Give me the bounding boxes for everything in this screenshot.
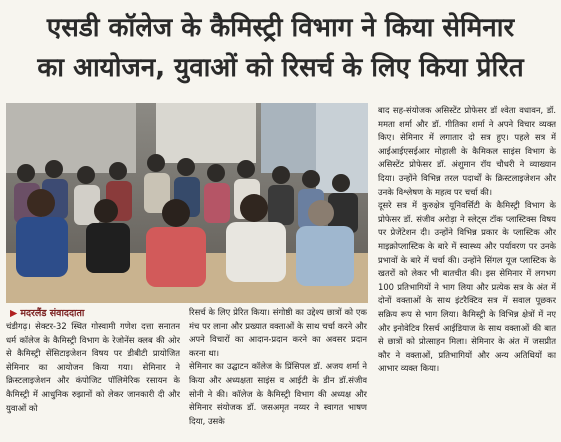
article-paragraph: चंडीगढ़। सेक्टर-32 स्थित गोस्वामी गणेश दत्ता सनातन धर्म कॉलेज के कैमिस्ट्री विभाग के रेजोनेंस क्लब की ओर से कैमिस्ट्री सेंसिटाइजेशन विषय पर डीबीटी प्रायोजित सेमिनार का आयोजन किया गया। सेमिनार ने क्रिस्टलाइजेशन और कंपोजिट पॉलिमेरिक रसायन के कैमिस्ट्री में आधुनिक रुझानों को लेकर जानकारी दी और युवाओं को (6, 321, 180, 413)
article-paragraph: दूसरे सत्र में कुरुक्षेत्र यूनिवर्सिटी के कैमिस्ट्री विभाग के प्रोफेसर डॉ. संजीव अरोड़ा ने स्लेट्स टॉक प्लास्टिक्स विषय पर प्रेजेंटेशन दी। उन्होंने विभिन्न प्रकार के प्लास्टिक और माइक्रोप्लास्टिक के बारे में स्वास्थ्य और पर्यावरण पर उनके प्रभावों के बारे में चर्चा की। उन्होंने सिंगल यूज प्लास्टिक के खतरों को लेकर भी बातचीत की। इस सेमिनार में लगभग 100 प्रतिभागियों ने भाग लिया और प्रत्येक सत्र के अंत में दोनों वक्ताओं के साथ इंटरैक्टिव सत्र में सवाल पूछकर सक्रिय रूप से भाग लिया। कैमिस्ट्री के विभिन्न क्षेत्रों में नए और इनोवेटिव रिसर्च आईडियाज के साथ वक्ताओं की बात से छात्रों को प्रोत्साहन मिला। सेमिनार के अंत में जसप्रीत कौर ने वक्ताओं, प्रतिभागियों और अन्य अतिथियों का आभार व्यक्त किया। (378, 200, 556, 374)
seminar-photo-illustration (6, 103, 368, 303)
article-column-1 (6, 320, 180, 438)
article-paragraph: बाद सह-संयोजक असिस्टेंट प्रोफेसर डॉ श्वेता वधावन, डॉ. ममता शर्मा और डॉ. गीतिका शर्मा ने अपने विचार व्यक्त किए। सेमिनार में लगातार दो सत्र हुए। पहले सत्र में आईआईएसईआर मोहाली के कैमिकल साइंस विभाग के असिस्टेंट प्रोफेसर डॉ. अंशुमान रॉय चौधरी ने व्याख्यान दिया। उन्होंने विभिन्न तरल पदार्थों के क्रिस्टलाइजेशन और उनके विश्लेषण के महत्व पर चर्चा की। (378, 105, 556, 197)
headline (0, 0, 561, 100)
headline-line-2: का आयोजन, युवाओं को रिसर्च के लिए किया प्रेरित (37, 53, 524, 83)
byline-bullet-icon: ▶ (10, 308, 18, 319)
seminar-photo (6, 103, 368, 303)
article-column-3 (378, 104, 556, 438)
article-paragraph: सेमिनार का उद्घाटन कॉलेज के प्रिंसिपल डॉ. अजय शर्मा ने किया और अध्यक्षता साइंस व आईटी के डीन डॉ.संजीव सोनी ने की। कॉलेज के कैमिस्ट्री विभाग की अध्यक्ष और सेमिनार संयोजक डॉ. जसअमृत नय्यर ने स्वागत भाषण दिया, उसके (189, 361, 367, 426)
article-paragraph: रिसर्च के लिए प्रेरित किया। संगोष्ठी का उद्देश्य छात्रों को एक मंच पर लाना और प्रख्यात वक्ताओं के साथ चर्चा करने और अपने विचारों का आदान-प्रदान करने का अवसर प्रदान करना था। (189, 307, 367, 358)
byline-text: मदरलैंड संवाददाता (20, 308, 85, 319)
headline-line-1: एसडी कॉलेज के कैमिस्ट्री विभाग ने किया सेमिनार (46, 13, 515, 43)
article-column-2 (189, 306, 367, 438)
